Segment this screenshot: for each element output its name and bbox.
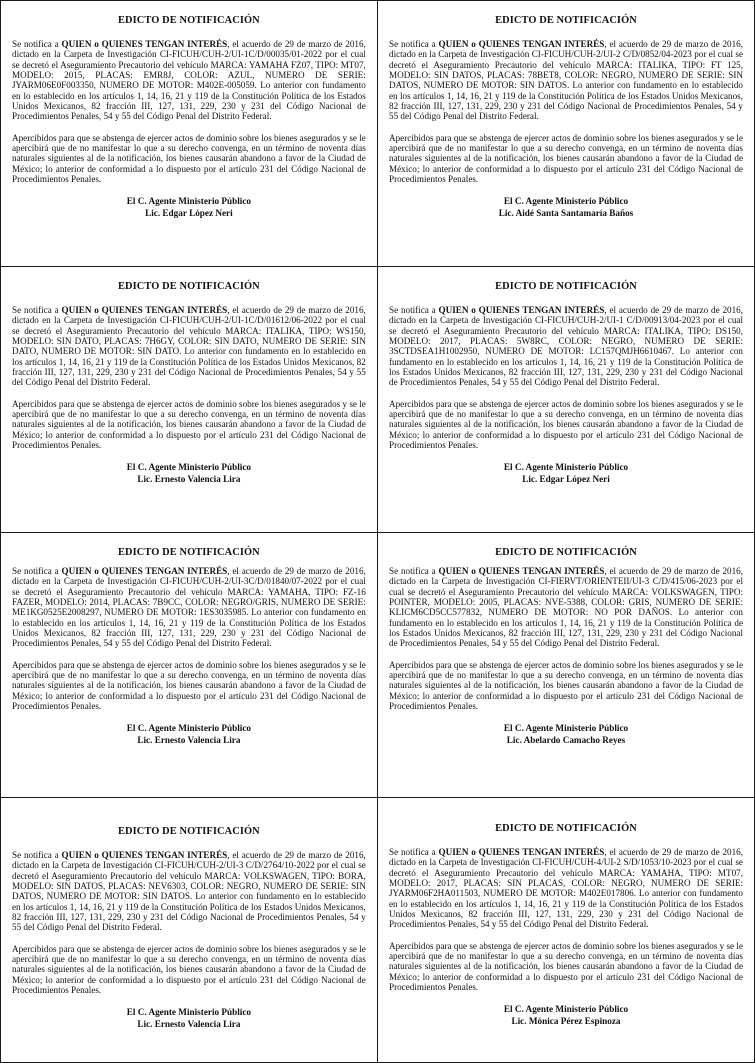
- notice-party: QUIEN o QUIENES TENGAN INTERÉS: [61, 850, 228, 860]
- notice-title: EDICTO DE NOTIFICACIÓN: [118, 281, 260, 292]
- notice-card: [377, 797, 755, 1063]
- notice-party: QUIEN o QUIENES TENGAN INTERÉS: [438, 847, 605, 857]
- signer-name: Lic. Ernesto Valencia Lira: [137, 1018, 241, 1029]
- notice-title: EDICTO DE NOTIFICACIÓN: [495, 823, 637, 834]
- notice-card: [0, 532, 378, 799]
- notice-warning: Apercibidos para que se abstenga de ejercer actos de dominio sobre los bienes asegurados y se le apercibirá que de no manifestar lo que a su derecho convenga, en un término de noventa días naturales siguientes al de la notificación, los bienes causarán abandono a favor de la Ciudad de México; lo anterior de conformidad a lo dispuesto por el artículo 231 del Código Nacional de Procedimientos Penales.: [389, 132, 743, 185]
- signer-name: Lic. Abelardo Camacho Reyes: [506, 734, 626, 745]
- notice-body: Se notifica a QUIEN o QUIENES TENGAN INTERÉS, el acuerdo de 29 de marzo de 2016, dictado en la Carpeta de Investigación CI-FICUH/CUH-2/UI-3 C/D/2764/10-2022 por el cual se decretó el Aseguramiento Precautorio del vehículo MARCA: VOLKSWAGEN, TIPO: BORA, MODELO: SIN DATOS, PLACAS: NEV6303, COLOR: NEGRO, NUMERO DE SERIE: SIN DATOS, NUMERO DE MOTOR: SIN DATOS. Lo anterior con fundamento en lo establecido en los artículos 1, 14, 16, 21 y 119 de la Constitución Política de los Estados Unidos Mexicanos, 82 fracción III, 127, 131, 229, 230 y 231 del Código Nacional de Procedimientos Penales, 54 y 55 del Código Penal del Distrito Federal.: [12, 850, 366, 933]
- notice-card: [0, 797, 378, 1063]
- notice-signature: [389, 196, 743, 219]
- notice-card: [0, 266, 378, 534]
- notice-signature: [389, 462, 743, 485]
- signer-name: Lic. Mónica Pérez Espinoza: [511, 1015, 621, 1026]
- notice-body: Se notifica a QUIEN o QUIENES TENGAN INTERÉS, el acuerdo de 29 de marzo de 2016, dictado en la Carpeta de Investigación CI-FICUH/CUH-4/UI-2 S/D/1053/10-2023 por el cual se decretó el Aseguramiento Precautorio del vehículo MARCA: YAMAHA, TIPO: MT07, MODELO: 2017, PLACAS: SIN PLACAS, COLOR: NEGRO, NUMERO DE SERIE: JYARM06F2HA011503, NUMERO DE MOTOR: M402E017806. Lo anterior con fundamento en lo establecido en los artículos 1, 14, 16, 21 y 119 de la Constitución Política de los Estados Unidos Mexicanos, 82 fracción III, 127, 131, 229, 230 y 231 del Código Nacional de Procedimientos Penales, 54 y 55 del Código Penal del Distrito Federal.: [389, 847, 743, 930]
- signer-name: Lic. Edgar López Neri: [145, 207, 233, 218]
- notice-title: EDICTO DE NOTIFICACIÓN: [495, 281, 637, 292]
- signer-name: Lic. Aidé Santa Santamaría Baños: [498, 207, 634, 218]
- signer-name: Lic. Ernesto Valencia Lira: [137, 473, 241, 484]
- signer-role: El C. Agente Ministerio Público: [126, 196, 252, 207]
- signer-role: El C. Agente Ministerio Público: [503, 462, 629, 473]
- notice-warning: Apercibidos para que se abstenga de ejercer actos de dominio sobre los bienes asegurados y se le apercibirá que de no manifestar lo que a su derecho convenga, en un término de noventa días naturales siguientes al de la notificación, los bienes causarán abandono a favor de la Ciudad de México; lo anterior de conformidad a lo dispuesto por el artículo 231 del Código Nacional de Procedimientos Penales.: [389, 398, 743, 451]
- signer-role: El C. Agente Ministerio Público: [503, 1004, 629, 1015]
- notice-party: QUIEN o QUIENES TENGAN INTERÉS: [61, 566, 228, 576]
- notice-party: QUIEN o QUIENES TENGAN INTERÉS: [61, 39, 228, 49]
- notice-warning: Apercibidos para que se abstenga de ejercer actos de dominio sobre los bienes asegurados y se le apercibirá que de no manifestar lo que a su derecho convenga, en un término de noventa días naturales siguientes al de la notificación, los bienes causarán abandono a favor de la Ciudad de México; lo anterior de conformidad a lo dispuesto por el artículo 231 del Código Nacional de Procedimientos Penales.: [12, 659, 366, 712]
- notice-warning: Apercibidos para que se abstenga de ejercer actos de dominio sobre los bienes asegurados y se le apercibirá que de no manifestar lo que a su derecho convenga, en un término de noventa días naturales siguientes al de la notificación, los bienes causarán abandono a favor de la Ciudad de México; lo anterior de conformidad a lo dispuesto por el artículo 231 del Código Nacional de Procedimientos Penales.: [389, 659, 743, 712]
- notice-body: Se notifica a QUIEN o QUIENES TENGAN INTERÉS, el acuerdo de 29 de marzo de 2016, dictado en la Carpeta de Investigación CI-FICUH/CUH-2/UI-3C/D/01840/07-2022 por el cual se decretó el Aseguramiento Precautorio del vehículo MARCA: YAMAHA, TIPO: FZ-16 FAZER, MODELO: 2014, PLACAS: 7B9CC, COLOR: NEGRO/GRIS, NUMERO DE SERIE: ME1KG0525E2008297, NUMERO DE MOTOR: 1ES3035985. Lo anterior con fundamento en lo establecido en los artículos 1, 14, 16, 21 y 119 de la Constitución Política de los Estados Unidos Mexicanos, 82 fracción III, 127, 131, 229, 230 y 231 del Código Nacional de Procedimientos Penales, 54 y 55 del Código Penal del Distrito Federal.: [12, 566, 366, 649]
- notice-party: QUIEN o QUIENES TENGAN INTERÉS: [438, 305, 605, 315]
- notice-signature: [12, 462, 366, 485]
- notice-party: QUIEN o QUIENES TENGAN INTERÉS: [438, 566, 605, 576]
- notice-signature: [12, 1007, 366, 1030]
- notice-title: EDICTO DE NOTIFICACIÓN: [118, 547, 260, 558]
- notice-title: EDICTO DE NOTIFICACIÓN: [495, 15, 637, 26]
- notice-warning: Apercibidos para que se abstenga de ejercer actos de dominio sobre los bienes asegurados y se le apercibirá que de no manifestar lo que a su derecho convenga, en un término de noventa días naturales siguientes al de la notificación, los bienes causarán abandono a favor de la Ciudad de México; lo anterior de conformidad a lo dispuesto por el artículo 231 del Código Nacional de Procedimientos Penales.: [12, 132, 366, 185]
- notice-party: QUIEN o QUIENES TENGAN INTERÉS: [438, 39, 605, 49]
- notice-card: [377, 0, 755, 268]
- signer-role: El C. Agente Ministerio Público: [126, 1007, 252, 1018]
- notice-body: Se notifica a QUIEN o QUIENES TENGAN INTERÉS, el acuerdo de 29 de marzo de 2016, dictado en la Carpeta de Investigación CI-FIERVT/ORIENTEII/UI-3 C/D/415/06-2023 por el cual se decretó el Aseguramiento Precautorio del vehículo MARCA: VOLKSWAGEN, TIPO: POINTER, MODELO: 2005, PLACAS: NVE-5388, COLOR: GRIS, NUMERO DE SERIE: KLICM6CD5CC577832, NUMERO DE MOTOR: NO POR DAÑOS. Lo anterior con fundamento en lo establecido en los artículos 1, 14, 16, 21 y 119 de la Constitución Política de los Estados Unidos Mexicanos, 82 fracción III, 127, 131, 229, 230 y 231 del Código Nacional de Procedimientos Penales, 54 y 55 del Código Penal del Distrito Federal.: [389, 566, 743, 649]
- signer-role: El C. Agente Ministerio Público: [126, 462, 252, 473]
- notice-party: QUIEN o QUIENES TENGAN INTERÉS: [61, 305, 228, 315]
- notice-card: [377, 532, 755, 799]
- notice-signature: [389, 1004, 743, 1027]
- notice-body: Se notifica a QUIEN o QUIENES TENGAN INTERÉS, el acuerdo de 29 de marzo de 2016, dictado en la Carpeta de Investigación CI-FICUH/CUH-2/UI-1 C/D/00913/04-2023 por el cual se decretó el Aseguramiento Precautorio del vehículo MARCA: ITALIKA, TIPO: DS150, MODELO: 2017, PLACAS: 5W8RC, COLOR: NEGRO, NUMERO DE SERIE: 3SCTDSEA1H1002950, NUMERO DE MOTOR: LC157QMJH6610467. Lo anterior con fundamento en lo establecido en los artículos 1, 14, 16, 21 y 119 de la Constitución Política de los Estados Unidos Mexicanos, 82 fracción III, 127, 131, 229, 230 y 231 del Código Nacional de Procedimientos Penales, 54 y 55 del Código Penal del Distrito Federal.: [389, 305, 743, 388]
- notice-title: EDICTO DE NOTIFICACIÓN: [118, 826, 260, 837]
- notice-signature: [389, 723, 743, 746]
- notice-body: Se notifica a QUIEN o QUIENES TENGAN INTERÉS, el acuerdo de 29 de marzo de 2016, dictado en la Carpeta de Investigación CI-FICUH/CUH-2/UI-2 C/D/0852/04-2023 por el cual se decretó el Aseguramiento Precautorio del vehículo MARCA: ITALIKA, TIPO: FT 125, MODELO: SIN DATOS, PLACAS: 78BET8, COLOR: NEGRO, NUMERO DE SERIE: SIN DATOS, NUMERO DE MOTOR: SIN DATOS. Lo anterior con fundamento en lo establecido en los artículos 1, 14, 16, 21 y 119 de la Constitución Política de los Estados Unidos Mexicanos, 82 fracción III, 127, 131, 229, 230 y 231 del Código Nacional de Procedimientos Penales, 54 y 55 del Código Penal del Distrito Federal.: [389, 39, 743, 122]
- notice-card: [0, 0, 378, 268]
- notice-signature: [12, 196, 366, 219]
- notice-signature: [12, 723, 366, 746]
- notice-warning: Apercibidos para que se abstenga de ejercer actos de dominio sobre los bienes asegurados y se le apercibirá que de no manifestar lo que a su derecho convenga, en un término de noventa días naturales siguientes al de la notificación, los bienes causarán abandono a favor de la Ciudad de México; lo anterior de conformidad a lo dispuesto por el artículo 231 del Código Nacional de Procedimientos Penales.: [12, 943, 366, 996]
- notice-warning: Apercibidos para que se abstenga de ejercer actos de dominio sobre los bienes asegurados y se le apercibirá que de no manifestar lo que a su derecho convenga, en un término de noventa días naturales siguientes al de la notificación, los bienes causarán abandono a favor de la Ciudad de México; lo anterior de conformidad a lo dispuesto por el artículo 231 del Código Nacional de Procedimientos Penales.: [12, 398, 366, 451]
- notice-title: EDICTO DE NOTIFICACIÓN: [495, 547, 637, 558]
- notice-warning: Apercibidos para que se abstenga de ejercer actos de dominio sobre los bienes asegurados y se le apercibirá que de no manifestar lo que a su derecho convenga, en un término de noventa días naturales siguientes al de la notificación, los bienes causarán abandono a favor de la Ciudad de México; lo anterior de conformidad a lo dispuesto por el artículo 231 del Código Nacional de Procedimientos Penales.: [389, 940, 743, 993]
- signer-role: El C. Agente Ministerio Público: [503, 196, 629, 207]
- notice-body: Se notifica a QUIEN o QUIENES TENGAN INTERÉS, el acuerdo de 29 de marzo de 2016, dictado en la Carpeta de Investigación CI-FICUH/CUH-2/UI-1C/D/00035/01-2022 por el cual se decretó el Aseguramiento Precautorio del vehículo MARCA: YAMAHA FZ07, TIPO: MT07, MODELO: 2015, PLACAS: EMR8J, COLOR: AZUL, NUMERO DE SERIE: JYARM06E0F003350, NUMERO DE MOTOR: M402E-005059. Lo anterior con fundamento en lo establecido en los artículos 1, 14, 16, 21 y 119 de la Constitución Política de los Estados Unidos Mexicanos, 82 fracción III, 127, 131, 229, 230 y 231 del Código Nacional de Procedimientos Penales, 54 y 55 del Código Penal del Distrito Federal.: [12, 39, 366, 122]
- notice-card: [377, 266, 755, 534]
- signer-name: Lic. Ernesto Valencia Lira: [137, 734, 241, 745]
- signer-name: Lic. Edgar López Neri: [522, 473, 610, 484]
- signer-role: El C. Agente Ministerio Público: [126, 723, 252, 734]
- notice-body: Se notifica a QUIEN o QUIENES TENGAN INTERÉS, el acuerdo de 29 de marzo de 2016, dictado en la Carpeta de Investigación CI-FICUH/CUH-2/UI-1C/D/01612/06-2022 por el cual se decretó el Aseguramiento Precautorio del vehículo MARCA: ITALIKA, TIPO: WS150, MODELO: SIN DATO, PLACAS: 7H6GY, COLOR: SIN DATO, NUMERO DE SERIE: SIN DATO, NUMERO DE MOTOR: SIN DATO. Lo anterior con fundamento en lo establecido en los artículos 1, 14, 16, 21 y 119 de la Constitución Política de los Estados Unidos Mexicanos, 82 fracción III, 127, 131, 229, 230 y 231 del Código Nacional de Procedimientos Penales, 54 y 55 del Código Penal del Distrito Federal.: [12, 305, 366, 388]
- signer-role: El C. Agente Ministerio Público: [503, 723, 629, 734]
- notice-title: EDICTO DE NOTIFICACIÓN: [118, 15, 260, 26]
